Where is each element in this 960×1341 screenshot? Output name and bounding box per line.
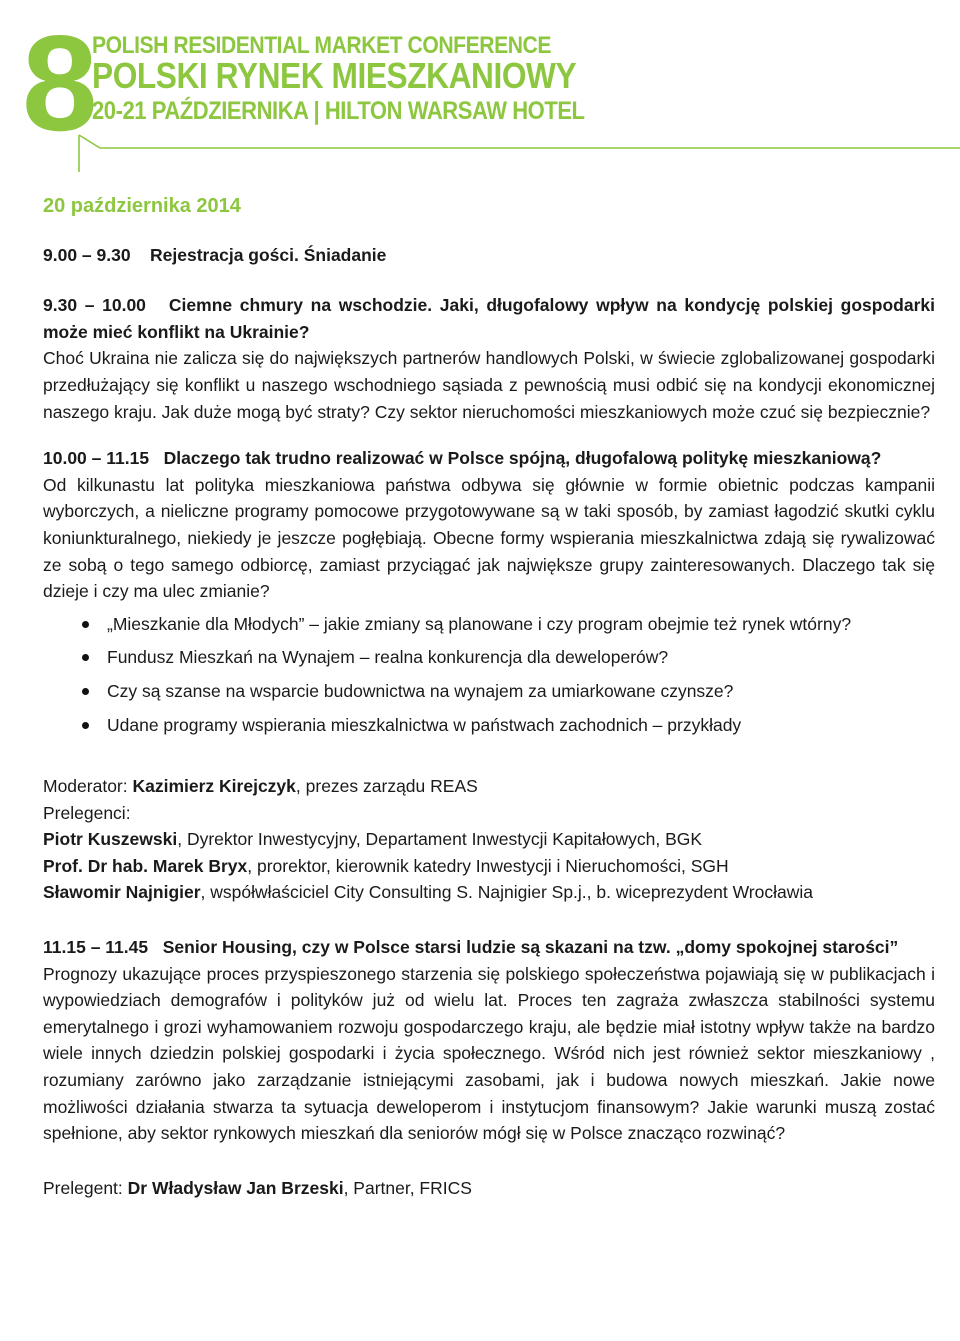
session-time: 9.00 – 9.30: [43, 244, 131, 265]
conference-header: [0, 0, 960, 175]
logo-number: 8: [22, 7, 98, 159]
conference-name-en: POLISH RESIDENTIAL MARKET CONFERENCE: [92, 32, 552, 59]
speaker-line: Prelegent: Dr Władysław Jan Brzeski, Partner, FRICS: [43, 1177, 472, 1198]
list-item: Udane programy wspierania mieszkalnictwa w państwach zachodnich – przykłady: [43, 712, 935, 739]
session-1: [43, 242, 935, 269]
speaker-line: Sławomir Najnigier, współwłaściciel City Consulting S. Najnigier Sp.j., b. wiceprezydent Wrocławia: [43, 882, 813, 903]
session-title: Ciemne chmury na wschodzie. Jaki, długofalowy wpływ na kondycję polskiej gospodarki może mieć konflikt na Ukrainie?: [43, 295, 935, 342]
speakers-label: Prelegenci:: [43, 802, 131, 823]
session-3-topics: [43, 611, 935, 738]
moderator-name: Kazimierz Kirejczyk: [132, 776, 296, 797]
session-title: Senior Housing, czy w Polsce starsi ludzie są skazani na tzw. „domy spokojnej starości”: [162, 937, 899, 958]
list-item: „Mieszkanie dla Młodych” – jakie zmiany są planowane i czy program obejmie też rynek wtórny?: [43, 611, 935, 638]
list-item: Fundusz Mieszkań na Wynajem – realna konkurencja dla deweloperów?: [43, 644, 935, 671]
speaker-line: Prof. Dr hab. Marek Bryx, prorektor, kierownik katedry Inwestycji i Nieruchomości, SGH: [43, 855, 729, 876]
bullet-icon: [82, 621, 89, 628]
session-time: 9.30 – 10.00: [43, 295, 146, 316]
session-3-heading: [43, 445, 935, 472]
session-4-description: Prognozy ukazujące proces przyspieszonego starzenia się polskiego społeczeństwa pojawiają się w publikacjach i wypowiedziach demografów i polityków już od wielu lat. Proces ten zagraża zwłaszcza stabilności systemu emerytalnego i grozi wyhamowaniem rozwoju gospodarczego kraju, ale będzie miał istotny wpływ także na bardzo wiele innych dziedzin polskiej gospodarki i życia społecznego. Wśród nich jest również sektor mieszkaniowy , rozumiany zarówno jako zarządzanie istniejącymi zasobami, jak i budowa nowych mieszkań. Jakie nowe możliwości działania stwarza ta sytuacja deweloperom i instytucjom finansowym? Jakie warunki muszą zostać spełnione, aby sektor rynkowych mieszkań dla seniorów mógł się w Polsce znacząco rozwinąć?: [43, 963, 935, 1144]
session-title: Dlaczego tak trudno realizować w Polsce spójną, długofalową politykę mieszkaniową?: [163, 448, 882, 469]
speaker-name: Marek Bryx: [148, 855, 248, 876]
session-title: Rejestracja gości. Śniadanie: [150, 244, 387, 265]
speaker-name: Dr Władysław Jan Brzeski: [127, 1177, 344, 1198]
session-4-heading: [43, 934, 935, 961]
conference-name-pl: POLSKI RYNEK MIESZKANIOWY: [92, 55, 577, 96]
list-item: Czy są szanse na wsparcie budownictwa na wynajem za umiarkowane czynsze?: [43, 678, 935, 705]
agenda-date: 20 października 2014: [43, 195, 241, 217]
session-2-heading: [43, 292, 935, 345]
speaker-line: Piotr Kuszewski, Dyrektor Inwestycyjny, Departament Inwestycji Kapitałowych, BGK: [43, 829, 703, 850]
speaker-name: Sławomir Najnigier: [43, 882, 201, 903]
conference-date-venue: 20-21 PAŹDZIERNIKA | HILTON WARSAW HOTEL: [92, 97, 585, 125]
bullet-icon: [82, 654, 89, 661]
session-2-description: Choć Ukraina nie zalicza się do największych partnerów handlowych Polski, w świecie zglobalizowanej gospodarki przedłużający się konflikt u naszego wschodniego sąsiada z pewnością musi odbić się na kondycji ekonomicznej naszego kraju. Jak duże mogą być straty? Czy sektor nieruchomości mieszkaniowych może czuć się bezpiecznie?: [43, 348, 935, 422]
moderator-line: Moderator: Kazimierz Kirejczyk, prezes zarządu REAS: [43, 776, 478, 797]
speaker-name: Piotr Kuszewski: [43, 829, 178, 850]
session-time: 11.15 – 11.45: [43, 937, 149, 958]
bullet-icon: [82, 688, 89, 695]
agenda-content: [43, 193, 935, 1201]
session-3-description: Od kilkunastu lat polityka mieszkaniowa państwa odbywa się głównie w formie obietnic podczas kampanii wyborczych, a nieliczne programy pomocowe przygotowywane są w taki sposób, by zamiast łagodzić skutki cyklu koniunkturalnego, niekiedy je jeszcze pogłębiają. Obecne formy wspierania mieszkalnictwa zdają się rywalizować ze sobą o tego samego odbiorcę, zamiast przyciągać jak największe grupy zainteresowanych. Dlaczego tak się dzieje i czy ma ulec zmianie?: [43, 474, 935, 602]
bullet-icon: [82, 722, 89, 729]
session-time: 10.00 – 11.15: [43, 448, 150, 469]
